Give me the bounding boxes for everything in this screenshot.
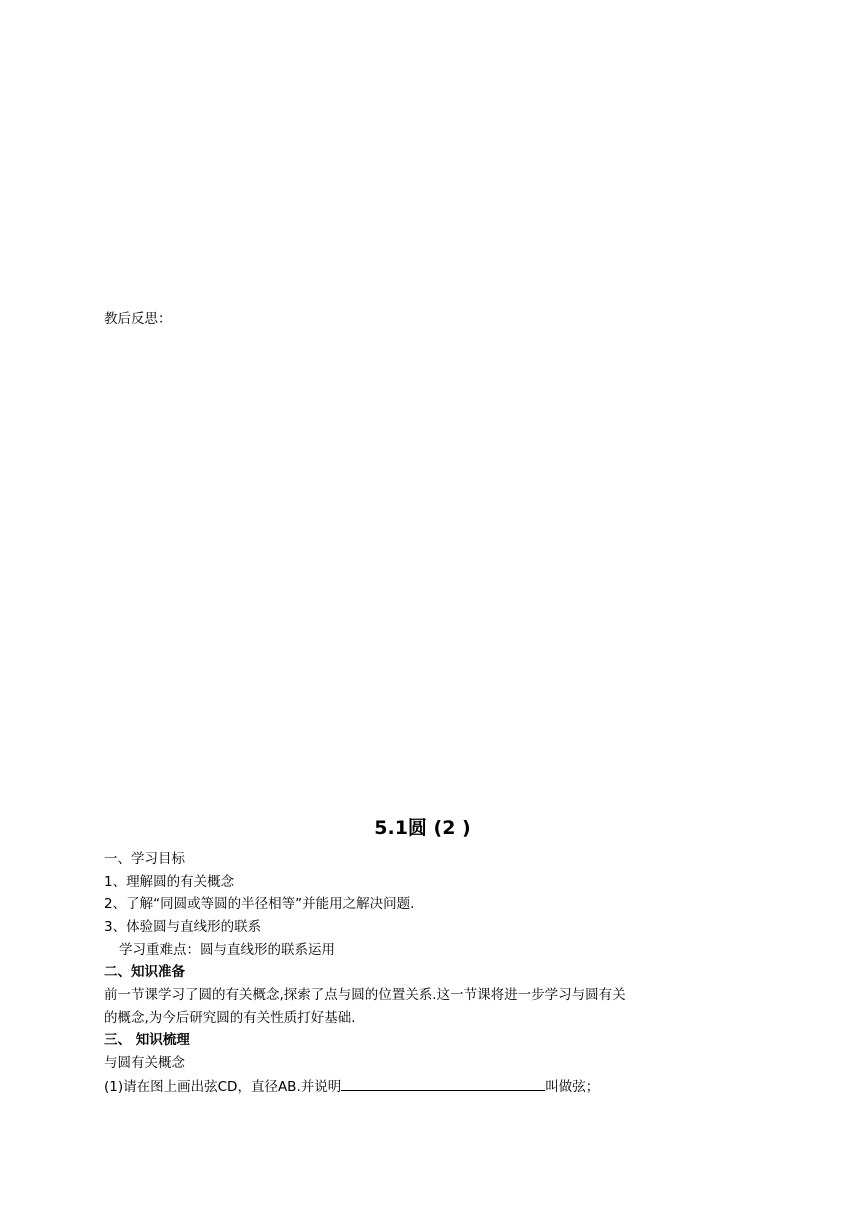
question-1-suffix: 叫做弦； — [545, 1079, 600, 1095]
objective-item-2: 2、了解“同圆或等圆的半径相等”并能用之解决问题. — [104, 896, 415, 912]
question-1-prefix: (1)请在图上画出弦CD，直径AB.并说明 — [104, 1079, 342, 1095]
reflection-label: 教后反思： — [104, 311, 172, 327]
section1-heading: 一、学习目标 — [104, 851, 185, 867]
key-point: 学习重难点：圆与直线形的联系运用 — [119, 942, 335, 958]
section2-paragraph-line2: 的概念,为今后研究圆的有关性质打好基础. — [104, 1010, 356, 1026]
section3-heading: 三、 知识梳理 — [104, 1032, 190, 1048]
objective-item-3: 3、体验圆与直线形的联系 — [104, 919, 262, 935]
objective-item-1: 1、理解圆的有关概念 — [104, 874, 235, 890]
section2-paragraph-line1: 前一节课学习了圆的有关概念,探索了点与圆的位置关系.这一节课将进一步学习与圆有关 — [104, 987, 626, 1003]
section3-subheading: 与圆有关概念 — [104, 1055, 185, 1071]
answer-blank[interactable] — [341, 1076, 545, 1091]
lesson-title: 5.1圆 (2 ) — [374, 817, 471, 839]
section2-heading: 二、知识准备 — [104, 964, 185, 980]
question-1 — [104, 1076, 599, 1097]
